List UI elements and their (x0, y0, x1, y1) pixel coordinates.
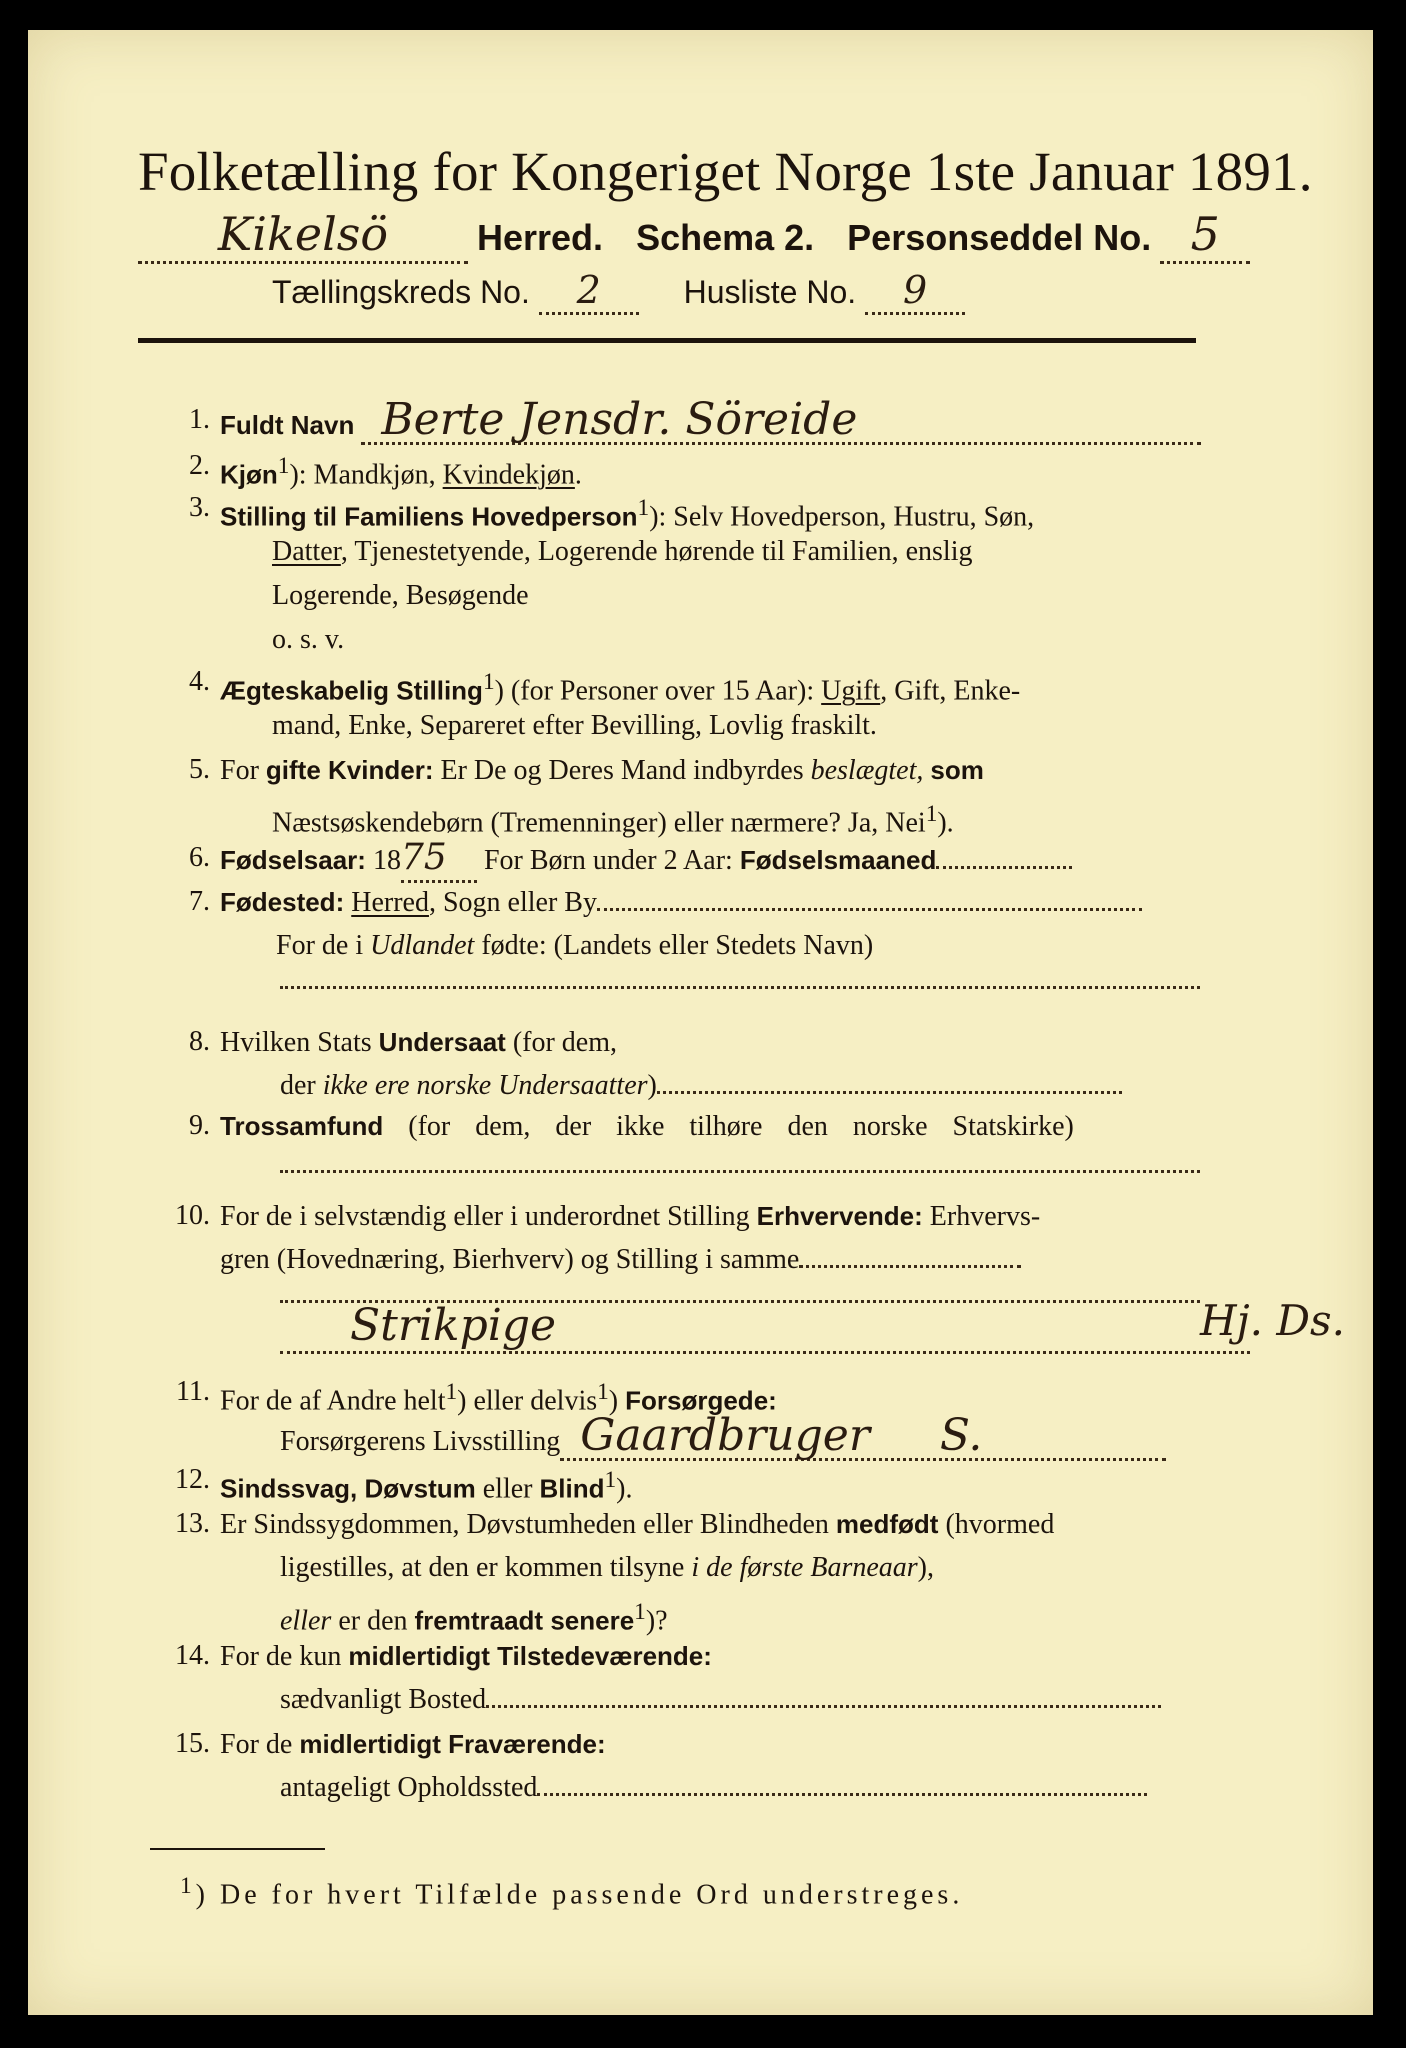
husliste-label: Husliste No. (683, 274, 857, 310)
item-line (280, 1546, 934, 1590)
item-line (276, 924, 873, 968)
name-value: Berte Jensdr. Söreide (361, 398, 1201, 445)
item-number: 14. (175, 1640, 210, 1671)
text: ): Selv Hovedperson, Hustru, Søn, (649, 501, 1035, 533)
text: For de (220, 1729, 293, 1760)
header-divider (138, 338, 1196, 343)
provider-occupation-field (560, 1410, 1166, 1461)
item-line (220, 836, 1072, 883)
field-label: Undersaat (378, 1027, 506, 1057)
provider-annotation: S. (939, 1410, 983, 1461)
item-number: 10. (175, 1200, 210, 1231)
form-title: Folketælling for Kongeriget Norge 1ste Januar 1891. (138, 141, 1313, 202)
field-label: Ægteskabelig Stilling (220, 675, 483, 706)
item-line (280, 1410, 1166, 1464)
item-line (280, 1678, 1161, 1722)
text: som (930, 755, 984, 785)
footnote-ref: 1 (604, 1467, 617, 1493)
occupation-answer-row (280, 1300, 1250, 1354)
item-line (220, 1634, 712, 1679)
item-line (272, 530, 972, 574)
text: sædvanligt Bosted (280, 1684, 487, 1715)
footnote (180, 1873, 963, 1911)
footnote-ref: 1 (277, 453, 290, 479)
text: ) (608, 1385, 619, 1417)
field-label: Forsørgede: (625, 1385, 777, 1416)
text: eller (482, 1473, 533, 1505)
text: (for dem, (512, 1027, 618, 1058)
text: Erhvervs- (929, 1201, 1041, 1232)
text: gren (Hovednæring, Bierhverv) og Stilling i samme (220, 1244, 800, 1275)
item-number: 6. (189, 842, 210, 873)
text: i de første Barneaar (691, 1552, 918, 1583)
item-line (220, 748, 984, 793)
selected-option: Datter (272, 536, 341, 567)
text: 18 (372, 845, 401, 876)
footnote-divider (150, 1848, 325, 1850)
footnote-ref: 1 (634, 1599, 646, 1625)
occupation-value: Strikpige (280, 1300, 1250, 1354)
item-line (220, 1194, 1040, 1239)
item-number: 2. (189, 450, 210, 481)
field-label: Fødselsmaaned (739, 845, 937, 875)
item-number: 5. (189, 754, 210, 785)
item-line (220, 1104, 1074, 1149)
field-label: Blind (539, 1473, 605, 1504)
text: For de i selvstændig eller i underordnet Stilling (220, 1201, 750, 1232)
field-label: Fuldt Navn (220, 410, 355, 440)
text: Hvilken Stats (220, 1027, 372, 1058)
field-label: Fødselsaar: (220, 845, 366, 875)
text: (for dem, der ikke tilhøre den norske Statskirke) (408, 1111, 1074, 1142)
schema-label: Schema 2. (636, 217, 815, 258)
text: , Tjenestetyende, Logerende hørende til Familien, enslig (340, 536, 973, 567)
text: antageligt Opholdssted (280, 1772, 538, 1803)
item-line (220, 1722, 606, 1767)
text: For de i (276, 930, 364, 961)
text: fødte: (Landets eller Stedets Navn) (481, 930, 874, 961)
field-label: midlertidigt Tilstedeværende: (348, 1641, 712, 1671)
herred-label: Herred. (477, 217, 604, 258)
text: (hvormed (945, 1509, 1055, 1540)
field-label: Sindssvag, Døvstum (220, 1473, 476, 1504)
blank-line (486, 1705, 1161, 1708)
item-number: 12. (175, 1464, 210, 1495)
text: , Sogn eller By (428, 887, 597, 918)
text: For (220, 755, 259, 786)
blank-line (280, 986, 1200, 989)
field-label: Kjøn (220, 459, 278, 490)
item-line (220, 1502, 1054, 1547)
tellingskreds-row (272, 268, 965, 315)
field-label: Fødested: (220, 887, 345, 917)
text: ). (616, 1473, 633, 1505)
item-line (280, 1064, 1122, 1108)
selected-option: Ugift (821, 675, 881, 707)
field-label: fremtraadt senere (414, 1605, 635, 1636)
text: ) (647, 1070, 657, 1101)
selected-option: Herred (351, 887, 429, 918)
item-line: Logerende, Besøgende (272, 580, 529, 611)
blank-line (537, 1793, 1147, 1796)
occupation-annotation: Hj. Ds. (1200, 1296, 1345, 1345)
item-number: 8. (189, 1026, 210, 1057)
footnote-text: ) De for hvert Tilfælde passende Ord understreges. (195, 1879, 964, 1911)
blank-line (936, 866, 1072, 869)
blank-line (799, 1265, 1021, 1268)
field-label: medfødt (835, 1509, 939, 1539)
field-label: Erhvervende: (756, 1201, 923, 1231)
text: Udlandet (370, 930, 475, 961)
text: ) eller delvis (457, 1385, 598, 1417)
text: Er Sindssygdommen, Døvstumheden eller Blindheden (220, 1509, 829, 1540)
blank-line (597, 908, 1142, 911)
item-number: 4. (189, 666, 210, 697)
provider-occupation-value: Gaardbruger (580, 1410, 870, 1461)
item-line: o. s. v. (272, 624, 345, 655)
footnote-ref: 1 (180, 1873, 196, 1899)
footnote-ref: 1 (482, 669, 495, 695)
item-line (280, 1766, 1147, 1810)
item-line: mand, Enke, Separeret efter Bevilling, Lovlig fraskilt. (272, 710, 877, 741)
text: )? (645, 1605, 668, 1637)
text: ). (937, 807, 954, 839)
field-label: Trossamfund (220, 1111, 384, 1141)
text: ) (for Personer over 15 Aar): (494, 675, 815, 707)
text: der (280, 1070, 316, 1101)
item-number: 7. (189, 886, 210, 917)
item-line (220, 880, 1142, 925)
text: eller (280, 1605, 332, 1637)
selected-option: Kvindekjøn (442, 459, 575, 491)
text: For de af Andre helt (220, 1385, 446, 1417)
footnote-ref: 1 (597, 1379, 609, 1405)
text: er den (338, 1605, 408, 1637)
text: ikke ere norske Undersaatter (322, 1070, 648, 1101)
tellingskreds-value: 2 (539, 268, 639, 315)
husliste-value: 9 (865, 268, 965, 315)
field-label: midlertidigt Fraværende: (299, 1729, 606, 1759)
item-number: 11. (176, 1376, 210, 1407)
field-label: gifte Kvinder: (265, 755, 434, 785)
text: , Gift, Enke- (880, 675, 1021, 707)
text: For Børn under 2 Aar: (483, 845, 733, 876)
herred-value: Kikelsö (138, 207, 468, 264)
field-label: Stilling til Familiens Hovedperson (220, 501, 638, 532)
blank-line (657, 1091, 1122, 1094)
item-line (220, 1020, 617, 1065)
personseddel-label: Personseddel No. (847, 217, 1152, 258)
item-number: 15. (175, 1728, 210, 1759)
text: ): Mandkjøn, (289, 459, 436, 491)
item-number: 3. (189, 492, 210, 523)
item-number: 13. (175, 1508, 210, 1539)
text: beslægtet, (810, 755, 924, 786)
text: Næstsøskendebørn (Tremenninger) eller nærmere? Ja, Nei (272, 807, 926, 839)
footnote-ref: 1 (637, 495, 650, 521)
text: . (574, 459, 582, 491)
header-row (138, 207, 1250, 264)
tellingskreds-label: Tællingskreds No. (272, 274, 530, 310)
text: Er De og Deres Mand indbyrdes (440, 755, 804, 786)
text: Forsørgerens Livsstilling (280, 1426, 561, 1457)
text: ), (917, 1552, 934, 1583)
footnote-ref: 1 (925, 801, 938, 827)
item-number: 1. (189, 404, 210, 435)
personseddel-value: 5 (1160, 207, 1250, 264)
birth-year-value: 75 (401, 836, 477, 883)
text: For de kun (220, 1641, 342, 1672)
item-line (220, 1238, 1021, 1282)
item-line (220, 394, 1201, 448)
blank-line (280, 1170, 1200, 1173)
footnote-ref: 1 (445, 1379, 458, 1405)
item-number: 9. (189, 1110, 210, 1141)
text: ligestilles, at den er kommen tilsyne (280, 1552, 685, 1583)
